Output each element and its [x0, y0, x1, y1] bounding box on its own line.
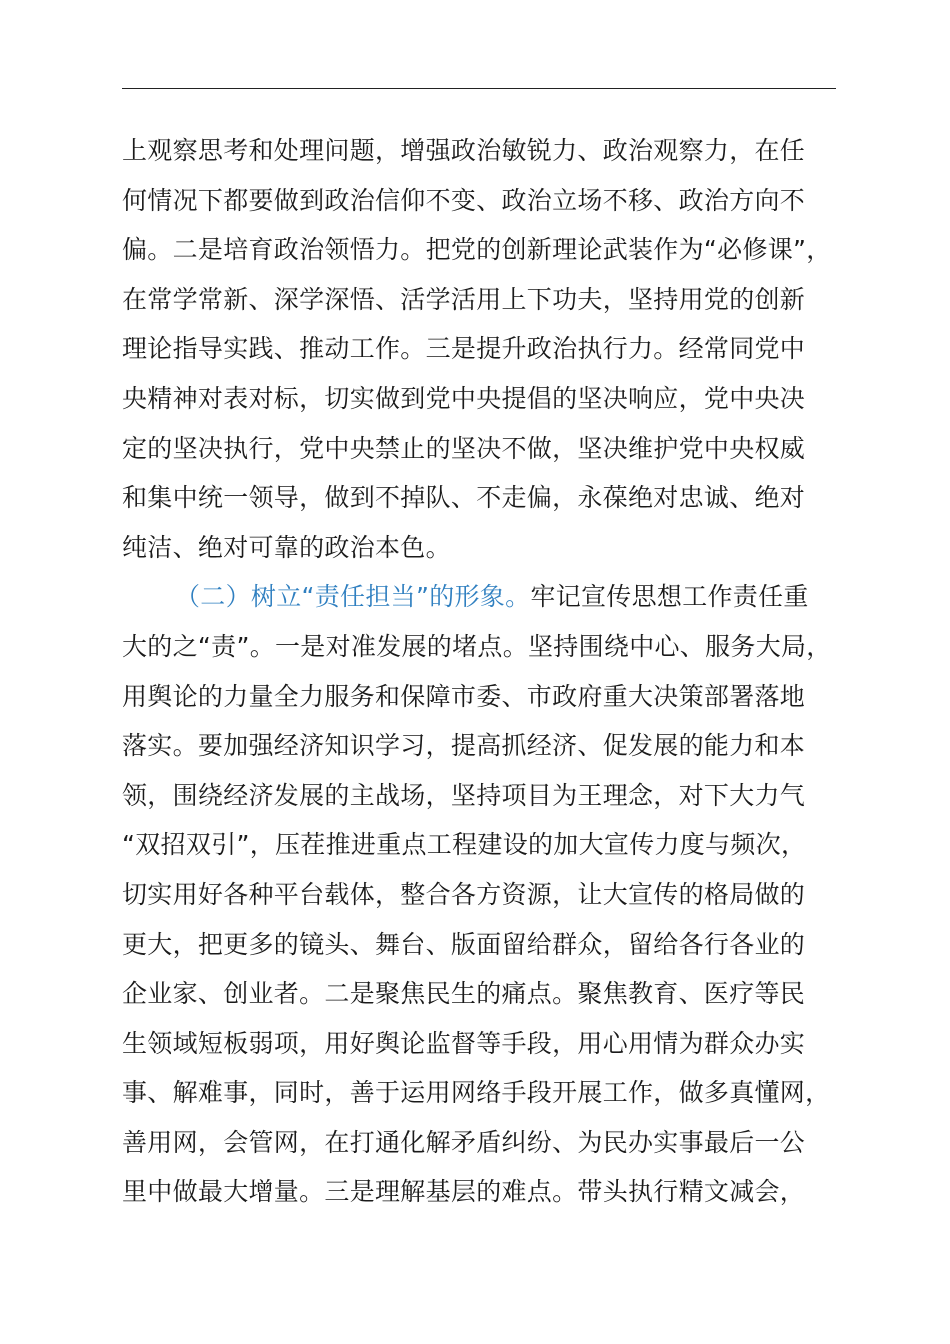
- paragraph-line: 在常学常新、深学深悟、活学活用上下功夫，坚持用党的创新: [122, 284, 806, 314]
- section-heading: （二）树立“责任担当”的形象。: [175, 582, 531, 612]
- paragraph-line: 善用网，会管网，在打通化解矛盾纠纷、为民办实事最后一公: [122, 1127, 806, 1157]
- paragraph-line: 企业家、创业者。二是聚焦民生的痛点。聚焦教育、医疗等民: [122, 979, 806, 1009]
- paragraph-line: 定的坚决执行，党中央禁止的坚决不做，坚决维护党中央权威: [122, 433, 806, 463]
- paragraph-line: 里中做最大增量。三是理解基层的难点。带头执行精文减会，: [122, 1177, 806, 1207]
- paragraph-line: 和集中统一领导，做到不掉队、不走偏，永葆绝对忠诚、绝对: [122, 483, 806, 513]
- paragraph-line: 央精神对表对标，切实做到党中央提倡的坚决响应，党中央决: [122, 383, 806, 413]
- paragraph-line: 纯洁、绝对可靠的政治本色。: [122, 532, 451, 562]
- paragraph-line: 何情况下都要做到政治信仰不变、政治立场不移、政治方向不: [122, 185, 806, 215]
- paragraph-line: 切实用好各种平台载体，整合各方资源，让大宣传的格局做的: [122, 879, 806, 909]
- section-first-line: [122, 572, 842, 622]
- paragraph-line: 事、解难事，同时，善于运用网络手段开展工作，做多真懂网，: [122, 1078, 831, 1108]
- paragraph-line: 更大，把更多的镜头、舞台、版面留给群众，留给各行各业的: [122, 929, 806, 959]
- paragraph-line: 上观察思考和处理问题，增强政治敏锐力、政治观察力，在任: [122, 136, 806, 165]
- section-intro-text: 牢记宣传思想工作责任重: [530, 582, 809, 612]
- paragraph-line: 偏。二是培育政治领悟力。把党的创新理论武装作为“必修课”，: [122, 235, 832, 265]
- paragraph-line: 大的之“责”。一是对准发展的堵点。坚持围绕中心、服务大局，: [122, 631, 832, 661]
- paragraph-line: 落实。要加强经济知识学习，提高抓经济、促发展的能力和本: [122, 731, 806, 761]
- document-body: [122, 126, 842, 1217]
- paragraph-line: 用舆论的力量全力服务和保障市委、市政府重大决策部署落地: [122, 681, 806, 711]
- header-rule: [122, 88, 836, 89]
- paragraph-line: 生领域短板弱项，用好舆论监督等手段，用心用情为群众办实: [122, 1028, 806, 1058]
- paragraph-line: “双招双引”，压茬推进重点工程建设的加大宣传力度与频次，: [122, 830, 807, 860]
- paragraph-line: 领，围绕经济发展的主战场，坚持项目为王理念，对下大力气: [122, 780, 806, 810]
- paragraph-line: 理论指导实践、推动工作。三是提升政治执行力。经常同党中: [122, 334, 806, 364]
